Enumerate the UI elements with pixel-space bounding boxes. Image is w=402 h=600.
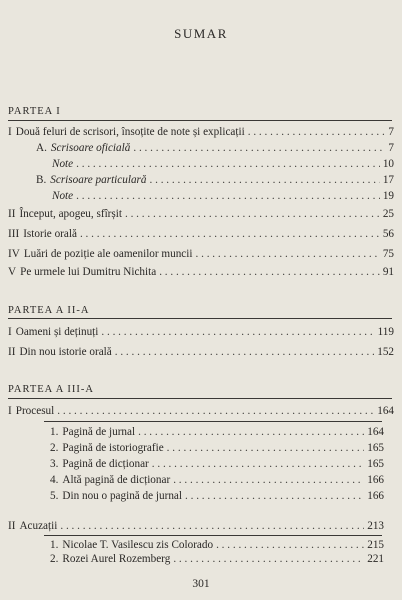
toc-entry <box>50 489 384 503</box>
toc-entry <box>50 538 384 552</box>
entry-title: Note <box>52 158 74 170</box>
leader-dots <box>150 173 380 187</box>
toc-entry <box>8 265 394 279</box>
entry-number: IV <box>8 248 20 260</box>
toc-entry <box>52 157 394 171</box>
leader-dots <box>76 157 380 171</box>
entry-number: 1. <box>50 539 59 551</box>
part-heading: PARTEA A II-A <box>8 305 90 316</box>
entry-title: Pagină de istoriografie <box>62 442 164 454</box>
part-heading: PARTEA I <box>8 106 61 117</box>
entry-page: 164 <box>367 426 384 438</box>
entry-page: 166 <box>367 474 384 486</box>
entry-title: Altă pagină de dicționar <box>62 474 171 486</box>
entry-page: 56 <box>382 228 394 240</box>
entry-page: 165 <box>367 442 384 454</box>
entry-title: Scrisoare oficială <box>50 142 131 154</box>
entry-title: Din nou istorie orală <box>19 346 112 358</box>
entry-page: 221 <box>367 553 384 565</box>
part-heading: PARTEA A III-A <box>8 384 94 395</box>
divider <box>44 421 382 422</box>
entry-number: 5. <box>50 490 59 502</box>
entry-page: 25 <box>382 208 394 220</box>
entry-number: B. <box>36 174 47 186</box>
leader-dots <box>167 441 365 455</box>
leader-dots <box>80 227 380 241</box>
entry-page: 215 <box>367 539 384 551</box>
entry-title: Procesul <box>15 405 55 417</box>
entry-page: 7 <box>388 142 394 154</box>
toc-entry <box>8 227 394 241</box>
entry-number: 2. <box>50 553 59 565</box>
entry-title: Pagină de dicționar <box>62 458 149 470</box>
leader-dots <box>57 404 374 418</box>
entry-title: Scrisoare particulară <box>50 174 147 186</box>
toc-entry <box>8 519 384 533</box>
toc-entry <box>8 125 394 139</box>
leader-dots <box>173 552 364 566</box>
toc-entry <box>50 441 384 455</box>
entry-page: 152 <box>377 346 394 358</box>
entry-number: II <box>8 346 16 358</box>
leader-dots <box>125 207 380 221</box>
entry-title: Note <box>52 190 74 202</box>
entry-title: Acuzații <box>19 520 58 532</box>
page-title: SUMAR <box>174 26 228 41</box>
leader-dots <box>76 189 380 203</box>
entry-number: 2. <box>50 442 59 454</box>
toc-entry <box>8 207 394 221</box>
entry-page: 119 <box>377 326 394 338</box>
entry-title: Nicolae T. Vasilescu zis Colorado <box>62 539 214 551</box>
entry-number: I <box>8 326 12 338</box>
entry-number: I <box>8 126 12 138</box>
leader-dots <box>159 265 380 279</box>
entry-page: 7 <box>388 126 394 138</box>
toc-entry <box>8 404 394 418</box>
entry-page: 19 <box>382 190 394 202</box>
entry-number: 1. <box>50 426 59 438</box>
entry-page: 165 <box>367 458 384 470</box>
entry-title: Istorie orală <box>23 228 77 240</box>
toc-entry <box>36 173 394 187</box>
entry-title: Rozei Aurel Rozemberg <box>62 553 171 565</box>
leader-dots <box>196 247 380 261</box>
entry-title: Oameni și deținuți <box>15 326 99 338</box>
toc-entry <box>8 345 394 359</box>
entry-page: 91 <box>382 266 394 278</box>
toc-entry <box>8 325 394 339</box>
toc-entry <box>50 473 384 487</box>
divider <box>8 398 392 399</box>
leader-dots <box>173 473 364 487</box>
entry-page: 17 <box>382 174 394 186</box>
entry-number: II <box>8 520 16 532</box>
toc-entry <box>52 189 394 203</box>
entry-title: Din nou o pagină de jurnal <box>62 490 183 502</box>
divider <box>44 535 382 536</box>
leader-dots <box>138 425 364 439</box>
leader-dots <box>60 519 364 533</box>
leader-dots <box>101 325 374 339</box>
toc-entry <box>50 457 384 471</box>
entry-title: Două feluri de scrisori, însoțite de note și explicații <box>15 126 245 138</box>
entry-title: Luări de poziție ale oamenilor muncii <box>23 248 193 260</box>
entry-number: A. <box>36 142 47 154</box>
entry-page: 10 <box>382 158 394 170</box>
entry-title: Pagină de jurnal <box>62 426 136 438</box>
entry-number: 4. <box>50 474 59 486</box>
entry-page: 213 <box>367 520 384 532</box>
leader-dots <box>185 489 364 503</box>
divider <box>8 318 392 319</box>
entry-number: I <box>8 405 12 417</box>
entry-number: 3. <box>50 458 59 470</box>
toc-entry <box>50 425 384 439</box>
divider <box>8 120 392 121</box>
leader-dots <box>133 141 385 155</box>
toc-entry <box>50 552 384 566</box>
leader-dots <box>248 125 386 139</box>
entry-page: 166 <box>367 490 384 502</box>
entry-title: Pe urmele lui Dumitru Nichita <box>20 266 157 278</box>
entry-number: II <box>8 208 16 220</box>
leader-dots <box>216 538 364 552</box>
entry-number: V <box>8 266 17 278</box>
entry-number: III <box>8 228 20 240</box>
page-number: 301 <box>192 578 210 590</box>
toc-entry <box>36 141 394 155</box>
entry-title: Început, apogeu, sfîrșit <box>19 208 122 220</box>
entry-page: 164 <box>377 405 394 417</box>
leader-dots <box>115 345 374 359</box>
toc-entry <box>8 247 394 261</box>
leader-dots <box>152 457 364 471</box>
entry-page: 75 <box>382 248 394 260</box>
